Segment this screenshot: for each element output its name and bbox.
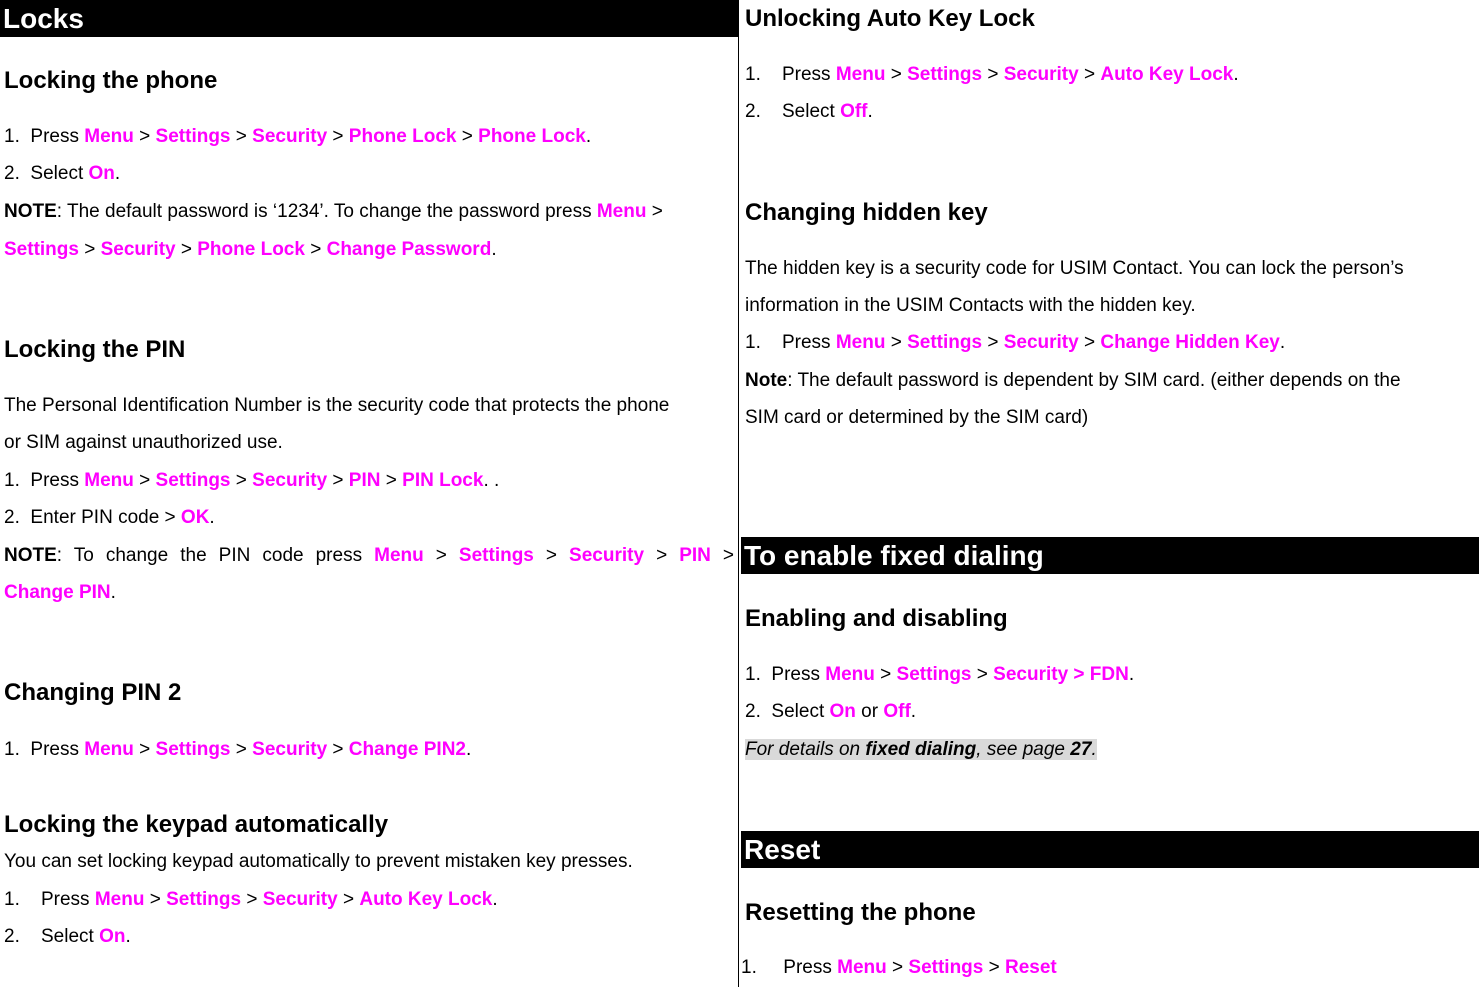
locking-pin-note-line-2: Change PIN. xyxy=(4,582,116,603)
hidden-key-note-line-1: Note: The default password is dependent by SIM card. (either depends on the xyxy=(745,370,1401,391)
locking-pin-note-line-1: NOTE: To change the PIN code press Menu > Settings > Security > PIN > xyxy=(4,545,735,566)
locking-pin-step-2: 2. Enter PIN code > OK. xyxy=(4,507,215,528)
heading-changing-pin2: Changing PIN 2 xyxy=(4,679,182,706)
heading-locking-phone: Locking the phone xyxy=(4,67,218,94)
unlocking-step-1: 1. Press Menu > Settings > Security > Auto Key Lock. xyxy=(745,64,1239,85)
column-divider xyxy=(738,0,739,987)
unlocking-step-2: 2. Select Off. xyxy=(745,101,873,122)
locking-pin-step-1: 1. Press Menu > Settings > Security > PIN > PIN Lock. . xyxy=(4,470,500,491)
locking-pin-desc-1: The Personal Identification Number is the security code that protects the phone xyxy=(4,395,670,416)
locking-pin-desc-2: or SIM against unauthorized use. xyxy=(4,432,283,453)
keypad-step-2: 2. Select On. xyxy=(4,926,131,947)
hidden-key-desc-1: The hidden key is a security code for USIM Contact. You can lock the person’s xyxy=(745,258,1404,279)
changing-pin2-step-1: 1. Press Menu > Settings > Security > Change PIN2. xyxy=(4,739,472,760)
hidden-key-step-1: 1. Press Menu > Settings > Security > Change Hidden Key. xyxy=(745,332,1286,353)
heading-enabling-disabling: Enabling and disabling xyxy=(745,605,1008,632)
keypad-step-1: 1. Press Menu > Settings > Security > Auto Key Lock. xyxy=(4,889,498,910)
hidden-key-note-line-2: SIM card or determined by the SIM card) xyxy=(745,407,1089,428)
enabling-step-2: 2. Select On or Off. xyxy=(745,701,917,722)
hidden-key-desc-2: information in the USIM Contacts with the hidden key. xyxy=(745,295,1196,316)
keypad-desc: You can set locking keypad automatically to prevent mistaken key presses. xyxy=(4,851,633,872)
fixed-dialing-title-bar: To enable fixed dialing xyxy=(741,537,1479,574)
locks-title-bar: Locks xyxy=(0,0,738,37)
resetting-step-1: 1. Press Menu > Settings > Reset xyxy=(741,957,1057,978)
right-column xyxy=(741,0,1479,987)
enabling-step-1: 1. Press Menu > Settings > Security > FDN. xyxy=(745,664,1135,685)
locking-phone-note-line-2: Settings > Security > Phone Lock > Change Password. xyxy=(4,239,497,260)
locking-phone-step-2: 2. Select On. xyxy=(4,163,121,184)
locking-phone-step-1: 1. Press Menu > Settings > Security > Phone Lock > Phone Lock. xyxy=(4,126,592,147)
fixed-dialing-details-note: For details on fixed dialing, see page 27. xyxy=(745,739,1097,760)
heading-locking-pin: Locking the PIN xyxy=(4,336,186,363)
heading-changing-hidden-key: Changing hidden key xyxy=(745,199,988,226)
locking-phone-note-line-1: NOTE: The default password is ‘1234’. To change the password press Menu > xyxy=(4,201,663,222)
heading-unlocking-auto-key-lock: Unlocking Auto Key Lock xyxy=(745,5,1035,32)
heading-keypad-auto-lock: Locking the keypad automatically xyxy=(4,811,389,838)
reset-title-bar: Reset xyxy=(741,831,1479,868)
left-column xyxy=(0,0,738,987)
heading-resetting-phone: Resetting the phone xyxy=(745,899,976,926)
